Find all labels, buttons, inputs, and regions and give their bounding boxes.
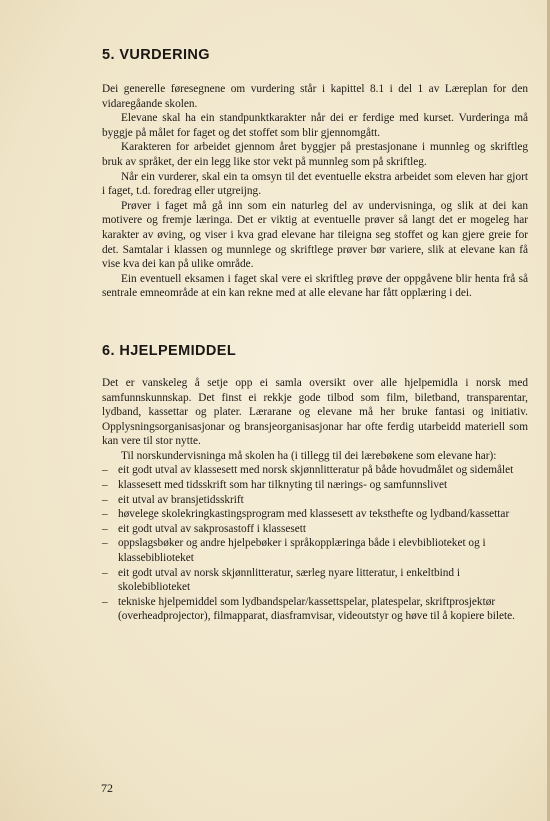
list-item-text: høvelege skolekringkastingsprogram med klassesett av tekstheftе og lydband/kassettar (118, 508, 510, 521)
paragraph: Det er vanskeleg å setje opp ei samla oversikt over alle hjelpemidla i norsk med samfunnskunnskap. Det finst ei rekkje gode tilbod som film, biletband, transparentar, lydband, kassettar og plater. Lærarane og elevane må her bruke fantasi og initiativ. Opplysningsorganisasjonar og bransjeorganisasjonar har ofte ferdig utarbeidd materiell som kan vere til stor nytte. (102, 376, 528, 448)
paragraph: Til norskundervisninga må skolen ha (i tillegg til dei lærebøkene som elevane har): (121, 449, 497, 462)
page-number: 72 (101, 781, 113, 795)
list-dash: – (102, 566, 108, 579)
paragraph: Når ein vurderer, skal ein ta omsyn til det eventuelle ekstra arbeidet som eleven har gjort i faget, t.d. foredrag eller utgreijng. (102, 170, 528, 198)
list-item-text: eit godt utval av klassesett med norsk skjønnlitteratur på både hovudmålet og sidemålet (118, 464, 514, 477)
list-item (102, 478, 528, 493)
list-item (102, 595, 528, 624)
list-item (102, 536, 528, 565)
page-content (102, 47, 528, 624)
list-item (102, 507, 528, 522)
list-item-text: eit utval av bransjetidsskrift (118, 493, 244, 506)
list-item (102, 566, 528, 595)
paragraph: Dei generelle føresegnene om vurdering står i kapittel 8.1 i del 1 av Læreplan for den vidaregåande skolen. (102, 83, 528, 110)
list-item (102, 522, 528, 537)
list-item-text: eit godt utval av sakprosastoff i klassesett (118, 522, 307, 535)
list-item (102, 493, 528, 508)
section-heading-vurdering: 5. VURDERING (102, 47, 210, 63)
paragraph: Elevane skal ha ein standpunktkarakter når dei er ferdige med kurset. Vurderinga må byggje på målet for faget og det stoffet som blir gjennomgått. (102, 112, 528, 139)
list-item-text: klassesett med tidsskrift som har tilknyting til nærings- og samfunnslivet (118, 479, 448, 492)
list-item-text: tekniske hjelpemiddel som lydbandspelar/kassettspelar, platespelar, skriftprosjektør (overheadprojector), filmapparat, diasframvisar, videoutstyr og høve til å kopiere bilete. (118, 595, 515, 623)
list-item (102, 463, 528, 478)
paragraph: Prøver i faget må gå inn som ein naturleg del av undervisninga, og slik at dei kan motivere og fremje læringa. Det er viktig at eventuelle prøver så langt det er mogeleg har karakter av øving, og viser i kva grad elevane har tileigna seg stoffet og kan gjere greie for det. Samtalar i klassen og munnlege og skriftlege prøver bør variere, slik at elevane kan få vise kva dei kan på ulike område. (102, 199, 528, 271)
list-dash: – (102, 493, 108, 506)
list-dash: – (102, 508, 108, 521)
list-item-text: eit godt utval av norsk skjønnlitteratur, særleg nyare litteratur, i enkeltbind i skolebiblioteket (118, 566, 461, 594)
section-heading-hjelpemiddel: 6. HJELPEMIDDEL (102, 342, 237, 359)
resource-list (102, 463, 528, 624)
paragraph: Ein eventuell eksamen i faget skal vere ei skriftleg prøve der oppgåvene blir henta frå så sentrale emneområde at ein kan rekne med at alle elevane har fått opplæring i dei. (102, 272, 528, 300)
list-dash: – (102, 595, 108, 608)
list-dash: – (102, 479, 108, 492)
list-item-text: oppslagsbøker og andre hjelpebøker i språkopplæringa både i elevbiblioteket og i klassebiblioteket (118, 537, 486, 565)
list-dash: – (102, 537, 108, 550)
paragraph: Karakteren for arbeidet gjennom året byggjer på prestasjonane i munnleg og skriftleg bruk av språket, der ein legg like stor vekt på munnleg som på skriftleg. (102, 141, 528, 168)
list-dash: – (102, 464, 108, 477)
list-dash: – (102, 522, 108, 535)
